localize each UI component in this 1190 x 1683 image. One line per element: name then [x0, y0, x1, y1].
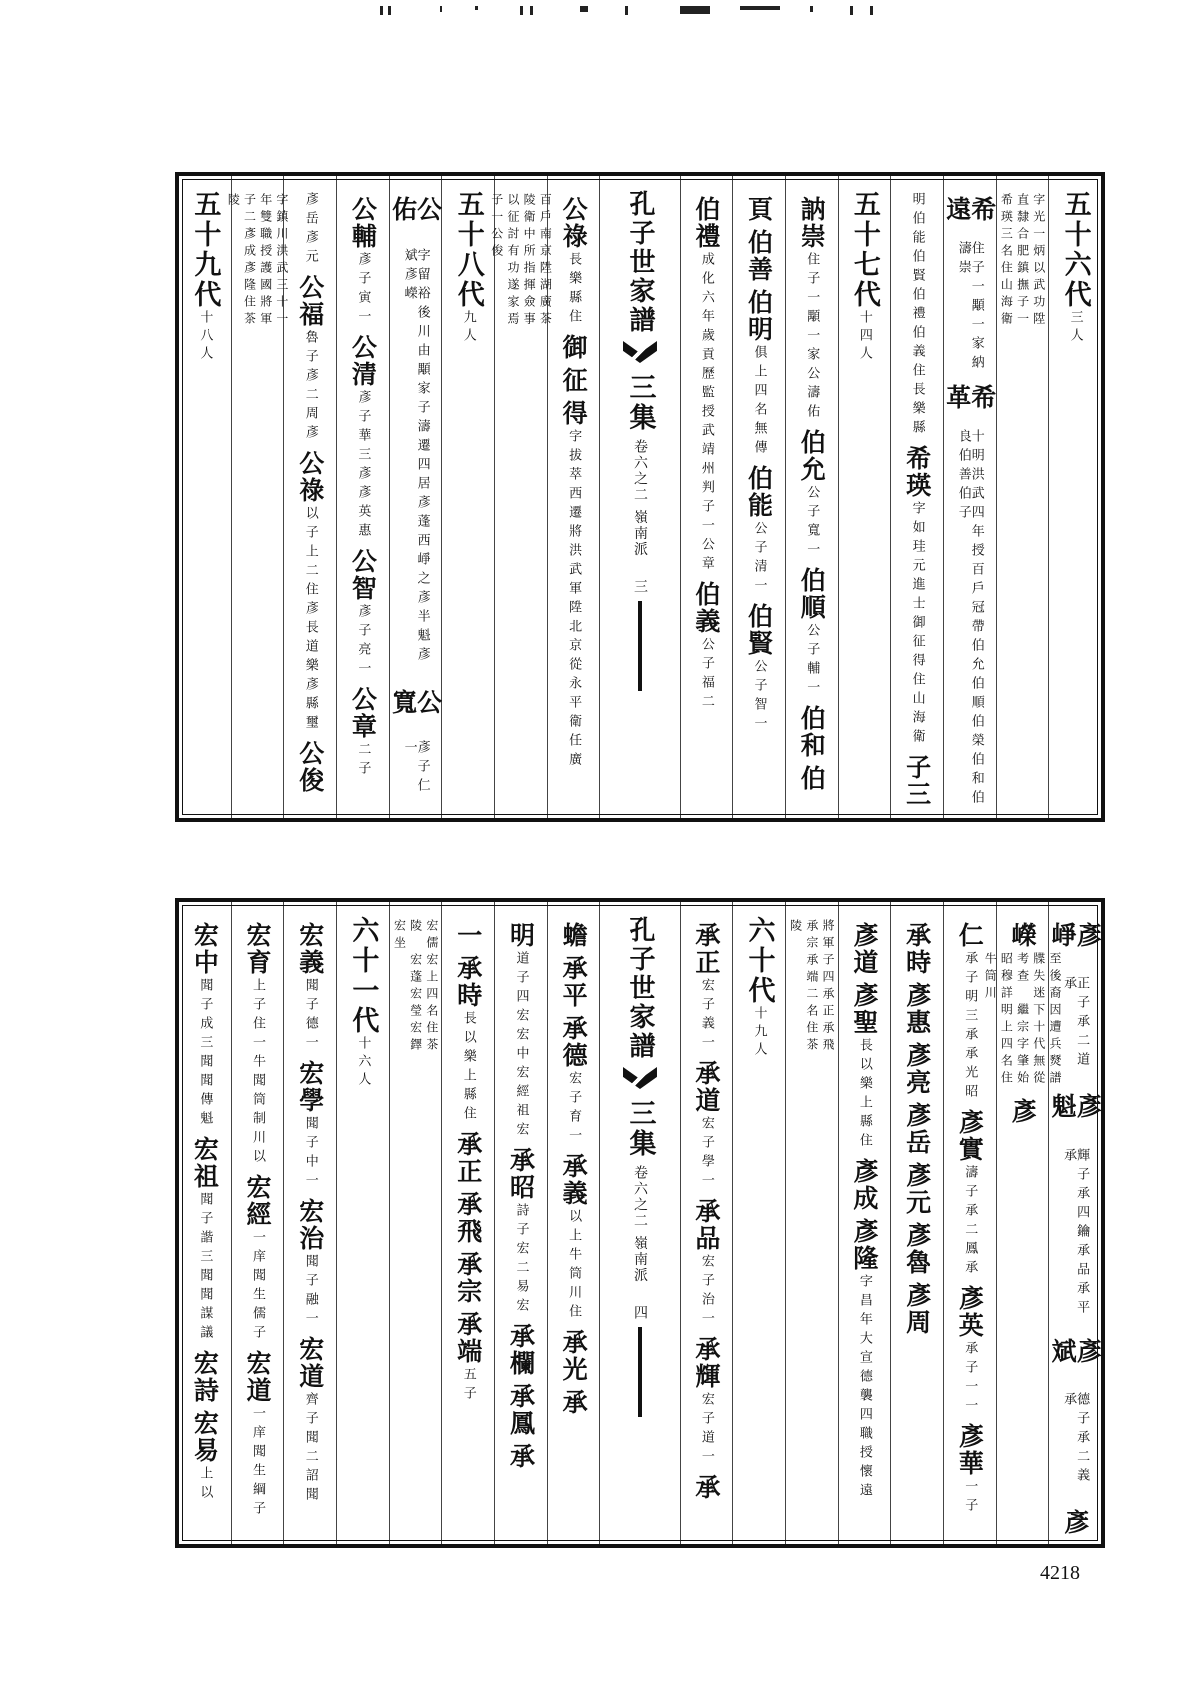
genealogy-column	[489, 176, 553, 818]
generation-heading: 五十九代	[189, 190, 221, 310]
person-name: 公俊	[295, 740, 325, 794]
annotation-text: 明伯能伯賢伯禮伯義住長樂縣	[909, 192, 925, 439]
genealogy-column	[547, 902, 600, 1544]
generation-count: 十六人	[355, 1036, 371, 1090]
annotation-text: 以上牛筒川住	[566, 1209, 582, 1323]
person-name: 承光	[559, 1329, 589, 1383]
person-name: 彥岳	[902, 1102, 932, 1156]
genealogy-column	[389, 902, 442, 1544]
annotation-text: 聞子德一	[302, 978, 318, 1054]
fishtail-marker	[623, 1067, 657, 1089]
annotation-text: 宏子育一	[566, 1071, 582, 1147]
person-name: 伯義	[691, 581, 721, 635]
person-name: 承昭	[506, 1147, 536, 1201]
person-name: 征	[559, 367, 589, 394]
person-name: 宏易	[190, 1410, 220, 1464]
annotation-text: 長以樂上縣住	[460, 1011, 476, 1125]
annotation-text: 長以樂上縣住	[856, 1038, 872, 1152]
person-name: 彥英	[955, 1285, 985, 1339]
person-name: 伯禮	[691, 196, 721, 250]
annotation-text: 彥子華三彥彥英惠	[355, 390, 371, 542]
person-name: 宏學	[295, 1060, 325, 1114]
generation-count: 九人	[460, 310, 476, 346]
annotation-text: 住子一顒一家納濤崇	[955, 241, 984, 375]
person-name: 蟾	[559, 922, 589, 949]
genealogy-column	[441, 176, 494, 818]
person-name: 彥華	[955, 1423, 985, 1477]
annotation-text: 公子寬一	[804, 485, 820, 561]
person-name: 承時	[902, 922, 932, 976]
person-name: 彥聖	[849, 982, 879, 1036]
person-name: 承飛	[453, 1191, 483, 1245]
genealogy-column	[680, 902, 733, 1544]
annotation-text: 濤子承二鳳承	[962, 1165, 978, 1279]
folio-number: 四	[631, 1305, 648, 1320]
person-name: 承	[506, 1443, 536, 1470]
person-name: 彥惠	[902, 982, 932, 1036]
person-name: 希遠	[942, 196, 997, 223]
annotation-text: 聞子中一	[302, 1116, 318, 1192]
annotation-text: 彥子仁一	[401, 740, 430, 798]
genealogy-column	[838, 176, 891, 818]
annotation-text: 公子智一	[751, 659, 767, 735]
annotation-text: 彥子亮一	[355, 604, 371, 680]
genealogy-column	[838, 902, 891, 1544]
person-name: 承輝	[691, 1336, 721, 1390]
annotation-text: 聞子成三聞聞傳魁	[197, 978, 213, 1130]
genealogy-column	[336, 176, 389, 818]
person-name: 彥周	[902, 1282, 932, 1336]
generation-count: 十八人	[197, 310, 213, 364]
top-scan-marks	[380, 6, 900, 16]
person-name: 彥隆	[849, 1218, 879, 1272]
generation-heading: 六十代	[743, 916, 775, 1006]
person-name: 宏經	[243, 1174, 273, 1228]
person-name: 公福	[295, 274, 325, 328]
person-name: 承	[691, 1474, 721, 1501]
annotation-text: 上以	[197, 1466, 213, 1504]
person-name: 公寬	[388, 688, 443, 716]
annotation-text: 二子	[355, 742, 371, 780]
book-title: 孔子世家譜	[624, 190, 655, 335]
folio-rule	[638, 601, 642, 691]
genealogy-column	[1048, 176, 1101, 818]
annotation-text: 公子福二	[698, 637, 714, 713]
genealogy-column	[179, 176, 231, 818]
person-name: 承端	[453, 1311, 483, 1365]
annotation-text: 輝子承四鑰承品承平承	[1061, 1147, 1090, 1319]
annotation-text: 彥岳彥元	[302, 192, 318, 268]
annotation-text: 俱上四名無傳	[751, 345, 767, 459]
annotation-text: 將軍子四承正承飛承宗承端二名住茶陵	[788, 919, 835, 1055]
person-name: 承鳳	[506, 1383, 536, 1437]
person-name: 承義	[559, 1153, 589, 1207]
person-name: 伯善	[744, 229, 774, 283]
person-name: 公佑	[388, 196, 443, 223]
annotation-text: 齊子聞二詔聞	[302, 1392, 318, 1506]
person-name: 彥斌	[1048, 1337, 1103, 1365]
person-name: 宏義	[295, 922, 325, 976]
genealogy-column	[547, 176, 600, 818]
annotation-text: 宏儒宏上四名住茶陵 宏蓬宏瑩宏鐸宏坐	[392, 919, 439, 1055]
person-name: 承道	[691, 1060, 721, 1114]
person-name: 彥崢	[1048, 922, 1103, 949]
person-name: 承宗	[453, 1251, 483, 1305]
generation-heading: 五十六代	[1059, 190, 1091, 310]
annotation-text: 承子一一	[962, 1341, 978, 1417]
generation-count: 十九人	[751, 1006, 767, 1060]
annotation-text: 上子住一牛聞筒制川以	[250, 978, 266, 1168]
person-name: 御	[559, 334, 589, 361]
genealogy-column	[996, 176, 1049, 818]
person-name: 彥元	[902, 1162, 932, 1216]
annotation-text: 一庠聞生綱子	[250, 1406, 266, 1520]
person-name: 彥實	[955, 1109, 985, 1163]
person-name: 公智	[348, 548, 378, 602]
person-name: 伯明	[744, 289, 774, 343]
genealogy-column	[943, 176, 996, 818]
genealogy-column	[890, 902, 943, 1544]
folio-number: 三	[631, 579, 648, 594]
volume-label: 三集	[624, 1099, 656, 1159]
generation-count: 三人	[1067, 310, 1083, 346]
generation-heading: 五十八代	[452, 190, 484, 310]
annotation-text: 五子	[460, 1367, 476, 1405]
volume-label: 三集	[624, 373, 656, 433]
genealogy-page-3	[175, 172, 1105, 822]
person-name: 承欄	[506, 1323, 536, 1377]
annotation-text: 百戶南京陞湖廣茶陵衛中所指揮僉事以征討有功遂家焉子一公俊	[489, 193, 553, 329]
annotation-text: 字拔萃西遷將洪武軍陞北京從永平衛任廣	[566, 429, 582, 771]
person-name: 承平	[559, 955, 589, 1009]
person-name: 公章	[348, 686, 378, 740]
annotation-text: 德子承二義承	[1061, 1392, 1090, 1488]
genealogy-column	[732, 176, 785, 818]
person-name: 明	[506, 922, 536, 949]
genealogy-column	[785, 902, 838, 1544]
book-title-column	[599, 902, 679, 1544]
genealogy-column	[890, 176, 943, 818]
annotation-text: 一庠聞生儒子	[250, 1230, 266, 1344]
person-name: 承品	[691, 1198, 721, 1252]
annotation-text: 彥子寅一	[355, 252, 371, 328]
genealogy-column	[226, 176, 289, 818]
annotation-text: 字昌年大宣德襲四職授懷遠	[856, 1274, 872, 1502]
person-name: 子三	[902, 754, 932, 808]
person-name: 彥魯	[902, 1222, 932, 1276]
generation-count: 十四人	[856, 310, 872, 364]
genealogy-column	[494, 902, 547, 1544]
generation-heading: 五十七代	[848, 190, 880, 310]
person-name: 伯和	[797, 705, 827, 759]
annotation-text: 十明洪武四年授百戶冠帶伯允伯順伯榮伯和伯良伯善伯子	[955, 429, 984, 810]
person-name: 伯能	[744, 465, 774, 519]
person-name: 宏治	[295, 1198, 325, 1252]
page-number: 4218	[1040, 1562, 1080, 1584]
annotation-text: 字光一炳以武功陞直隸合肥鎮撫子一希瑛三名住山海衛	[999, 193, 1046, 329]
folio-rule	[638, 1327, 642, 1417]
annotation-text: 一子	[962, 1479, 978, 1517]
annotation-text: 公子輔一	[804, 623, 820, 699]
genealogy-column	[231, 902, 284, 1544]
person-name: 得	[559, 400, 589, 427]
section-label: 卷六之二 嶺南派	[631, 1165, 648, 1284]
fishtail-marker	[623, 341, 657, 363]
person-name: 伯	[797, 765, 827, 792]
person-name: 宏祖	[190, 1136, 220, 1190]
annotation-text: 魯子彥二周彥	[302, 330, 318, 444]
genealogy-column	[283, 176, 336, 818]
genealogy-column	[283, 902, 336, 1544]
person-name: 彥亮	[902, 1042, 932, 1096]
person-name: 公祿	[559, 196, 589, 250]
genealogy-column	[680, 176, 733, 818]
person-name: 頁	[744, 196, 774, 223]
genealogy-column	[441, 902, 494, 1544]
person-name: 承正	[691, 922, 721, 976]
person-name: 公輔	[348, 196, 378, 250]
book-title-column	[599, 176, 679, 818]
genealogy-column	[179, 902, 231, 1544]
person-name: 公祿	[295, 450, 325, 504]
person-name: 伯賢	[744, 603, 774, 657]
person-name: 伯順	[797, 567, 827, 621]
annotation-text: 正子承二道承	[1061, 976, 1090, 1072]
annotation-text: 以子上二住彥長道樂彥縣璽	[302, 506, 318, 734]
genealogy-column	[943, 902, 996, 1544]
section-label: 卷六之二 嶺南派	[631, 439, 648, 558]
annotation-text: 住子一顒一家公濤佑	[804, 252, 820, 423]
annotation-text: 詩子宏二易宏	[513, 1203, 529, 1317]
person-name: 承正	[453, 1131, 483, 1185]
person-name: 彥	[1060, 1509, 1090, 1537]
person-name: 公清	[348, 334, 378, 388]
annotation-text: 宏子義一	[698, 978, 714, 1054]
genealogy-column	[389, 176, 442, 818]
genealogy-column	[732, 902, 785, 1544]
person-name: 承德	[559, 1015, 589, 1069]
book-title: 孔子世家譜	[624, 916, 655, 1061]
annotation-text: 字如珪元進士御征得住山海衛	[909, 501, 925, 748]
person-name: 宏道	[243, 1350, 273, 1404]
annotation-text: 成化六年歲貢歷監授武靖州判子一公章	[698, 252, 714, 575]
annotation-text: 宏子學一	[698, 1116, 714, 1192]
person-name: 伯允	[797, 429, 827, 483]
person-name: 宏育	[243, 922, 273, 976]
person-name: 宏道	[295, 1336, 325, 1390]
person-name: 彥魁	[1048, 1093, 1103, 1121]
annotation-text: 道子四宏宏中宏經祖宏	[513, 951, 529, 1141]
person-name: 一	[453, 922, 483, 949]
genealogy-page-4	[175, 898, 1105, 1548]
annotation-text: 公子清一	[751, 521, 767, 597]
generation-heading: 六十一代	[347, 916, 379, 1036]
annotation-text: 宏子治一	[698, 1254, 714, 1330]
person-name: 彥	[1007, 1098, 1037, 1125]
person-name: 承時	[453, 955, 483, 1009]
annotation-text: 字鎮川洪武三十一年雙職授護國將軍子二彥成彥隆住茶陵	[226, 193, 289, 329]
annotation-text: 至後裔因遭兵燹譜牒失迷下十代無從考查 繼宗字肇始昭穆詳明上四名住牛筒川	[983, 952, 1062, 1088]
person-name: 希瑛	[902, 445, 932, 499]
annotation-text: 聞子融一	[302, 1254, 318, 1330]
person-name: 希革	[942, 384, 997, 412]
person-name: 彥道	[849, 922, 879, 976]
annotation-text: 字留裕後川由顒家子濤遷四居彥蓬西崢之彥半魁彥斌彥嶸	[401, 247, 430, 666]
annotation-text: 聞子諧三聞聞謀議	[197, 1192, 213, 1344]
genealogy-column	[336, 902, 389, 1544]
person-name: 宏詩	[190, 1350, 220, 1404]
genealogy-column	[785, 176, 838, 818]
annotation-text: 承子明三承承光昭	[962, 951, 978, 1103]
person-name: 訥崇	[797, 196, 827, 250]
annotation-text: 長樂縣住	[566, 252, 582, 328]
genealogy-column	[983, 902, 1062, 1544]
person-name: 承	[559, 1389, 589, 1416]
person-name: 彥成	[849, 1158, 879, 1212]
person-name: 嶸	[1007, 922, 1037, 949]
person-name: 宏中	[190, 922, 220, 976]
annotation-text: 宏子道一	[698, 1392, 714, 1468]
person-name: 仁	[955, 922, 985, 949]
